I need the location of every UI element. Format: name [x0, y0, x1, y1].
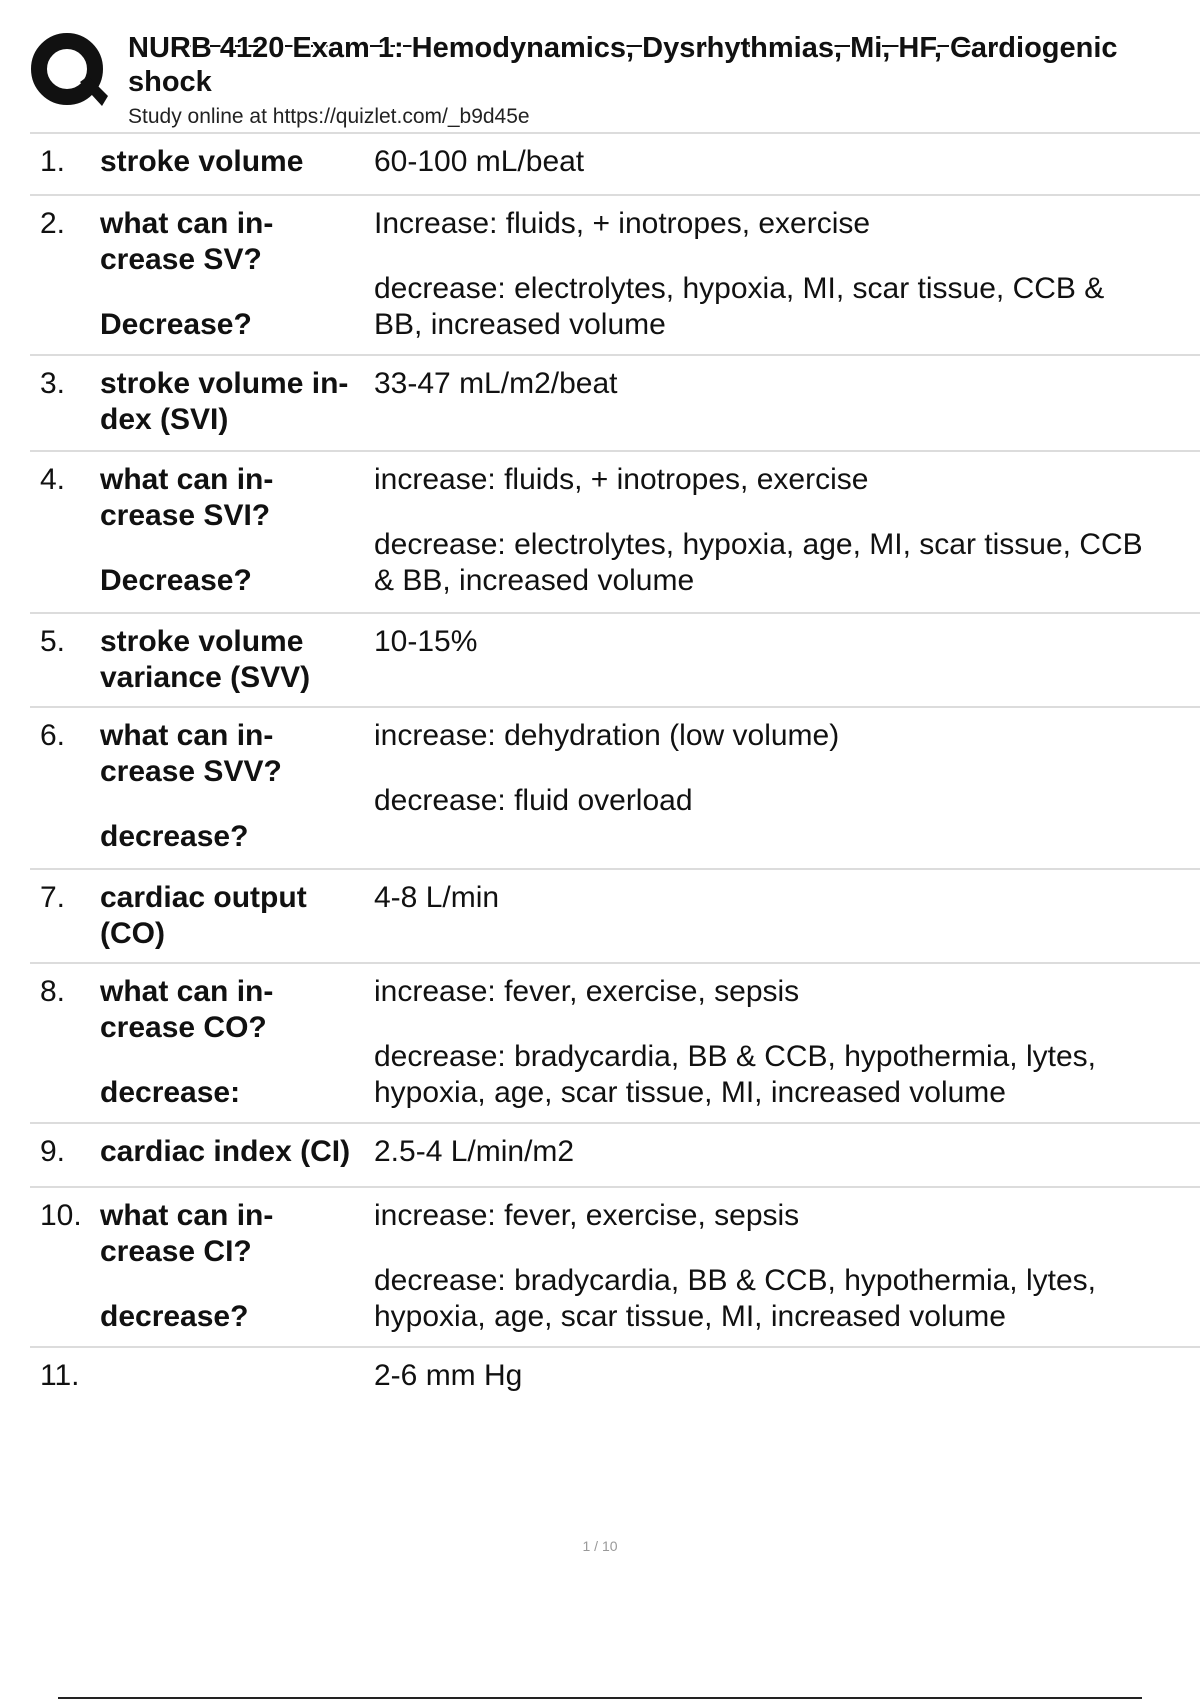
flashcard-definition — [372, 366, 1200, 450]
flashcard-term — [100, 462, 372, 612]
term-line — [100, 278, 370, 307]
flashcard-row — [30, 962, 1200, 1122]
flashcard-term — [100, 880, 372, 962]
flashcard-number: 5. — [40, 625, 66, 658]
term-line: variance (SVV) — [100, 661, 311, 694]
flashcard-term — [100, 624, 372, 706]
flashcard-definition — [372, 1358, 1200, 1410]
page-number: 1 / 10 — [582, 1538, 618, 1554]
term-line: crease SVI? — [100, 499, 271, 532]
flashcard-row — [30, 706, 1200, 868]
definition-line: decrease: bradycardia, BB & CCB, hypothermia, lytes, — [374, 1040, 1096, 1073]
flashcard-row — [30, 1186, 1200, 1346]
flashcard-definition — [372, 462, 1200, 612]
flashcard-number: 8. — [40, 975, 66, 1008]
definition-line: decrease: electrolytes, hypoxia, MI, scar tissue, CCB & — [374, 272, 1105, 305]
flashcard-row — [30, 868, 1200, 962]
flashcard-definition — [372, 624, 1200, 706]
term-line: what can in- — [100, 1199, 274, 1232]
term-line — [100, 1270, 370, 1299]
flashcard-row — [30, 194, 1200, 354]
flashcard-definition — [372, 1198, 1200, 1346]
flashcard-number: 10. — [40, 1199, 82, 1232]
definition-line — [374, 1010, 1200, 1039]
term-line: what can in- — [100, 975, 274, 1008]
definition-line: Increase: fluids, + inotropes, exercise — [374, 207, 871, 240]
term-line: (CO) — [100, 917, 165, 950]
term-line: crease SVV? — [100, 755, 282, 788]
flashcard-definition — [372, 880, 1200, 962]
term-line: crease SV? — [100, 243, 262, 276]
flashcard-row — [30, 354, 1200, 450]
term-line: dex (SVI) — [100, 403, 229, 436]
flashcard-number: 6. — [40, 719, 66, 752]
definition-line: decrease: bradycardia, BB & CCB, hypothermia, lytes, — [374, 1264, 1096, 1297]
term-line — [100, 790, 370, 819]
flashcard-term — [100, 718, 372, 868]
term-line — [100, 1358, 370, 1387]
definition-line: 2-6 mm Hg — [374, 1359, 523, 1392]
definition-line: increase: fever, exercise, sepsis — [374, 975, 800, 1008]
flashcard-number: 2. — [40, 207, 66, 240]
flashcard-list — [30, 132, 1200, 1410]
definition-line: 2.5-4 L/min/m2 — [374, 1135, 575, 1168]
term-line: decrease? — [100, 1300, 249, 1333]
flashcard-number: 7. — [40, 881, 66, 914]
document-header — [30, 28, 1200, 128]
definition-line — [374, 1234, 1200, 1263]
term-line: cardiac index (CI) — [100, 1135, 351, 1168]
flashcard-term — [100, 1198, 372, 1346]
definition-line: increase: fever, exercise, sepsis — [374, 1199, 800, 1232]
flashcard-row — [30, 1122, 1200, 1186]
flashcard-row — [30, 1346, 1200, 1410]
definition-line: hypoxia, age, scar tissue, MI, increased volume — [374, 1076, 1006, 1109]
term-line: crease CI? — [100, 1235, 252, 1268]
definition-line — [374, 754, 1200, 783]
term-line: cardiac output — [100, 881, 307, 914]
flashcard-number: 11. — [40, 1359, 80, 1392]
term-line: Decrease? — [100, 564, 252, 597]
flashcard-term — [100, 974, 372, 1122]
term-line: crease CO? — [100, 1011, 267, 1044]
flashcard-term — [100, 1358, 372, 1410]
definition-line: & BB, increased volume — [374, 564, 695, 597]
flashcard-row — [30, 612, 1200, 706]
definition-line: decrease: fluid overload — [374, 784, 693, 817]
document-title-continued: shock — [128, 66, 212, 98]
term-line: what can in- — [100, 207, 274, 240]
definition-line: 60-100 mL/beat — [374, 145, 585, 178]
flashcard-row — [30, 132, 1200, 194]
flashcard-definition — [372, 144, 1200, 194]
term-line: what can in- — [100, 719, 274, 752]
definition-line: 4-8 L/min — [374, 881, 500, 914]
term-line: stroke volume — [100, 145, 304, 178]
term-line: Decrease? — [100, 308, 252, 341]
definition-line — [374, 242, 1200, 271]
term-line: what can in- — [100, 463, 274, 496]
flashcard-term — [100, 206, 372, 354]
flashcard-definition — [372, 206, 1200, 354]
term-line: stroke volume in- — [100, 367, 349, 400]
flashcard-term — [100, 366, 372, 450]
flashcard-term — [100, 1134, 372, 1186]
definition-line: 33-47 mL/m2/beat — [374, 367, 618, 400]
flashcard-number: 4. — [40, 463, 66, 496]
flashcard-definition — [372, 974, 1200, 1122]
quizlet-logo-icon — [30, 32, 108, 110]
definition-line: increase: fluids, + inotropes, exercise — [374, 463, 869, 496]
definition-line: 10-15% — [374, 625, 478, 658]
definition-line: decrease: electrolytes, hypoxia, age, MI, scar tissue, CCB — [374, 528, 1143, 561]
flashcard-number: 9. — [40, 1135, 66, 1168]
definition-line: BB, increased volume — [374, 308, 666, 341]
flashcard-term — [100, 144, 372, 194]
term-line: decrease: — [100, 1076, 241, 1109]
study-link-text: Study online at https://quizlet.com/_b9d45e — [128, 105, 530, 128]
title-block — [128, 30, 1200, 130]
flashcard-row — [30, 450, 1200, 612]
term-line — [100, 534, 370, 563]
flashcard-definition — [372, 1134, 1200, 1186]
flashcard-number: 3. — [40, 367, 66, 400]
definition-line — [374, 498, 1200, 527]
document-title: NURB 4120 Exam 1: Hemodynamics, Dysrhythmias, Mi, HF, Cardiogenic — [128, 32, 1118, 64]
definition-line: increase: dehydration (low volume) — [374, 719, 840, 752]
term-line: stroke volume — [100, 625, 304, 658]
definition-line: hypoxia, age, scar tissue, MI, increased volume — [374, 1300, 1006, 1333]
flashcard-definition — [372, 718, 1200, 868]
term-line: decrease? — [100, 820, 249, 853]
bottom-divider — [58, 1697, 1142, 1699]
term-line — [100, 1046, 370, 1075]
flashcard-number: 1. — [40, 145, 66, 178]
